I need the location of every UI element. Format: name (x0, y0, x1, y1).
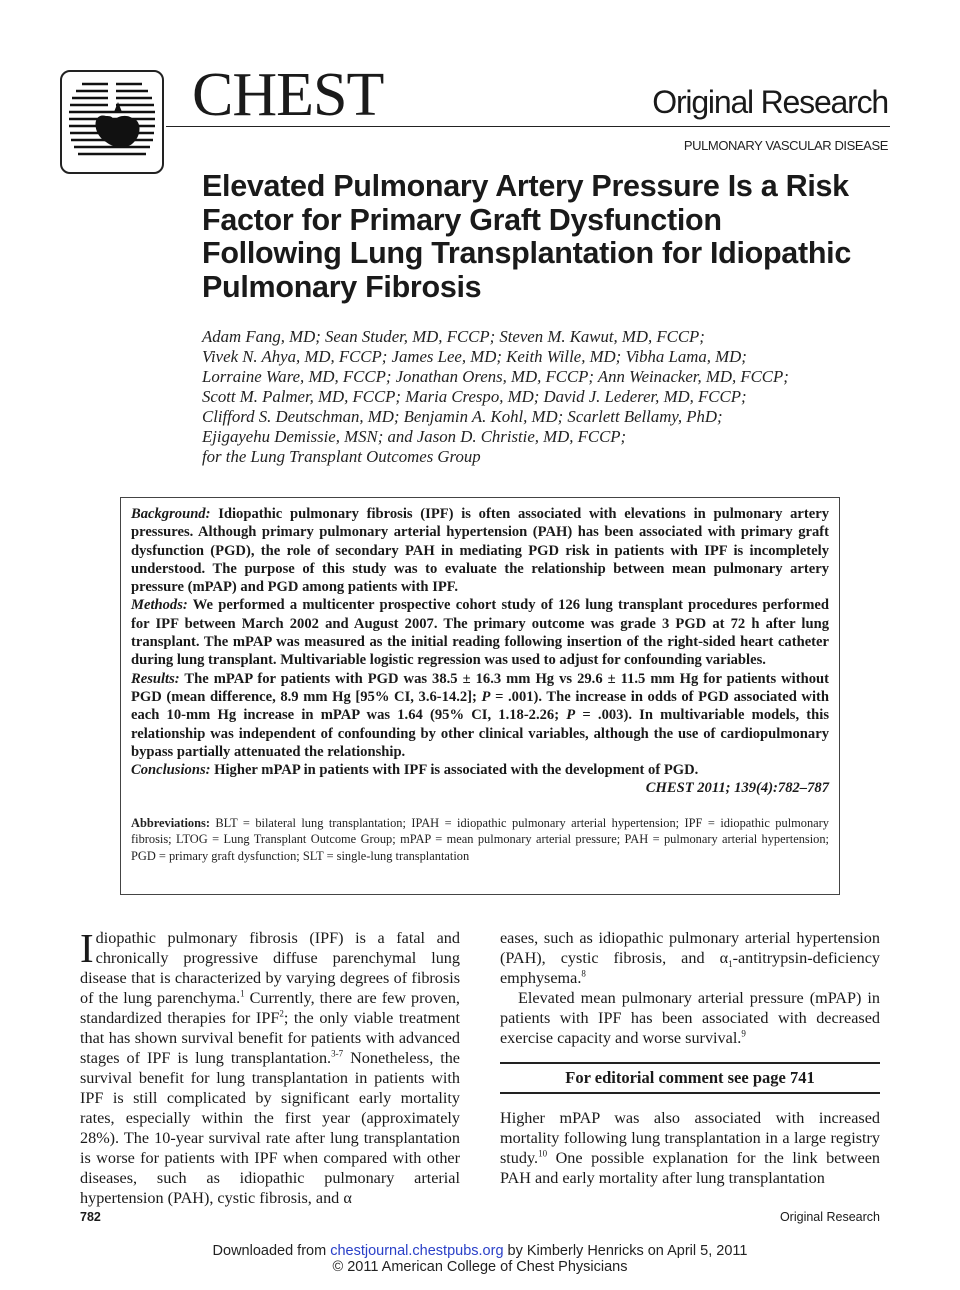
author-line: Adam Fang, MD; Sean Studer, MD, FCCP; Steven M. Kawut, MD, FCCP; (202, 327, 705, 346)
footer-section: Original Research (779, 1210, 880, 1224)
conclusions-text: Higher mPAP in patients with IPF is associated with the development of PGD. (214, 762, 699, 779)
methods-text: We performed a multicenter prospective cohort study of 126 lung transplant procedures performed for IPF between March 2002 and August 2007. The primary outcome was grade 3 PGD at 72 h after lung transplant. The mPAP was measured as the initial reading following insertion of the right-sided heart catheter during lung transplant. Multivariable logistic regression was used to adjust for confounding variables. (131, 597, 829, 669)
second-paragraph (500, 988, 880, 1048)
page-number: 782 (80, 1210, 101, 1224)
author-line: Clifford S. Deutschman, MD; Benjamin A. Kohl, MD; Scarlett Bellamy, PhD; (202, 407, 723, 426)
intro-paragraph (80, 925, 460, 1208)
abstract-methods (131, 596, 829, 669)
header-divider (166, 126, 890, 127)
abstract-conclusions (131, 761, 829, 779)
intro-text: -antitrypsin-deficiency emphysema. (500, 949, 880, 987)
reference-marker[interactable]: 1 (240, 988, 245, 999)
paragraph-text: Elevated mean pulmonary arterial pressure (mPAP) in patients with IPF has been associated with decreased exercise capacity and worse survival. (500, 989, 880, 1047)
author-line: Lorraine Ware, MD, FCCP; Jonathan Orens, MD, FCCP; Ann Weinacker, MD, FCCP; (202, 367, 789, 386)
article-type: Original Research (652, 84, 888, 120)
copyright-line: © 2011 American College of Chest Physicians (332, 1259, 628, 1275)
intro-text: Nonetheless, the survival benefit for lung transplantation in patients with IPF is still complicated by significant early mortality rates, especially within the first year (approximately 28%). The 10-year survival rate after lung transplantation is worse for patients with IPF when compared with other diseases, such as idiopathic pulmonary arterial hypertension (PAH), cystic fibrosis, and α (80, 1049, 460, 1207)
third-paragraph (500, 1108, 880, 1188)
abstract-background (131, 505, 829, 596)
reference-marker[interactable]: 9 (741, 1028, 746, 1039)
abbreviations-text: BLT = bilateral lung transplantation; IPAH = idiopathic pulmonary arterial hypertension; IPF = idiopathic pulmonary fibrosis; LTOG = Lung Transplant Outcome Group; mPAP = mean pulmonary arterial pressure; PAH = pulmonary arterial hypertension; PGD = primary graft dysfunction; SLT = single-lung transplantation (131, 815, 829, 863)
download-suffix: by Kimberly Henricks on April 5, 2011 (503, 1243, 748, 1259)
journal-name: CHEST (192, 61, 384, 129)
alpha-subscript: 1 (728, 959, 733, 970)
results-text-3: = .003). In multivariable models, this relationship was independent of confounding by other clinical variables, although the use of cardiopulmonary bypass partially attenuated the relationship. (131, 707, 830, 760)
author-line: Scott M. Palmer, MD, FCCP; Maria Crespo, MD; David J. Lederer, MD, FCCP; (202, 387, 747, 406)
p-value-label: P (481, 688, 491, 705)
abstract-body (131, 505, 829, 798)
drop-cap: I (80, 925, 94, 971)
author-list (202, 327, 862, 467)
section-label: PULMONARY VASCULAR DISEASE (683, 138, 888, 153)
download-line (0, 1243, 960, 1259)
paragraph-text: One possible explanation for the link between PAH and early mortality after lung transplantation (500, 1149, 880, 1187)
chest-logo (60, 70, 164, 174)
reference-marker[interactable]: 10 (538, 1148, 548, 1159)
results-text-1: The mPAP for patients with PGD was 38.5 ± 16.3 mm Hg vs 29.6 ± 11.5 mm Hg for patients without PGD (mean difference, 8.9 mm Hg [95% CI, 3.6-14.2]; (131, 670, 829, 705)
paragraph-text: Higher mPAP was also associated with increased mortality following lung transplantation in a large registry study. (500, 1109, 880, 1167)
intro-text: diopathic pulmonary fibrosis (IPF) is a fatal and chronically progressive diffuse parenchymal lung disease that is characterized by varying degrees of fibrosis of the lung parenchyma. (80, 929, 460, 1007)
background-label: Background: (131, 506, 211, 522)
body-column-left (80, 925, 460, 1208)
intro-text: ; the only viable treatment that has shown survival benefit for patients with advanced stages of IPF is lung transplantation. (80, 1009, 460, 1067)
author-line: Ejigayehu Demissie, MSN; and Jason D. Christie, MD, FCCP; (202, 427, 627, 446)
p-value-label: P (566, 707, 576, 724)
download-prefix: Downloaded from (212, 1243, 331, 1259)
results-label: Results: (131, 670, 180, 687)
abbreviations (131, 815, 829, 865)
body-column-right-lower (500, 1108, 880, 1188)
results-text-2: = .001). The increase in odds of PGD associated with each 10-mm Hg increase in mPAP was 1.64 (95% CI, 1.18-2.26; (131, 688, 829, 724)
abstract-results (131, 670, 829, 761)
intro-continuation-text: eases, such as idiopathic pulmonary arterial hypertension (PAH), cystic fibrosis, and α (500, 929, 880, 967)
reference-marker[interactable]: 2 (279, 1008, 284, 1019)
abstract-box (120, 497, 840, 895)
methods-label: Methods: (131, 597, 188, 614)
download-notice (0, 1243, 960, 1275)
lungs-heart-icon (62, 72, 162, 172)
reference-marker[interactable]: 3-7 (331, 1048, 344, 1059)
intro-continuation (500, 928, 880, 988)
journal-citation: CHEST 2011; 139(4):782–787 (645, 780, 829, 797)
journal-link[interactable]: chestjournal.chestpubs.org (330, 1243, 504, 1259)
author-group: for the Lung Transplant Outcomes Group (202, 447, 481, 466)
author-line: Vivek N. Ahya, MD, FCCP; James Lee, MD; Keith Wille, MD; Vibha Lama, MD; (202, 347, 747, 366)
conclusions-label: Conclusions: (131, 762, 211, 779)
editorial-note[interactable]: For editorial comment see page 741 (500, 1062, 880, 1094)
article-title: Elevated Pulmonary Artery Pressure Is a Risk Factor for Primary Graft Dysfunction Following Lung Transplantation for Idiopathic Pulmonary Fibrosis (202, 169, 851, 304)
abbreviations-label: Abbreviations: (131, 815, 210, 830)
background-text: Idiopathic pulmonary fibrosis (IPF) is often associated with elevations in pulmonary artery pressures. Although primary pulmonary arterial hypertension (PAH) has been associated with primary graft dysfunction (PGD), the role of secondary PAH in mediating PGD risk in patients with IPF is incompletely understood. The purpose of this study was to evaluate the relationship between mean pulmonary artery pressure (mPAP) and PGD among patients with IPF. (131, 506, 829, 596)
intro-text: Currently, there are few proven, standardized therapies for IPF (80, 989, 460, 1027)
body-column-right (500, 928, 880, 1048)
reference-marker[interactable]: 8 (581, 968, 586, 979)
